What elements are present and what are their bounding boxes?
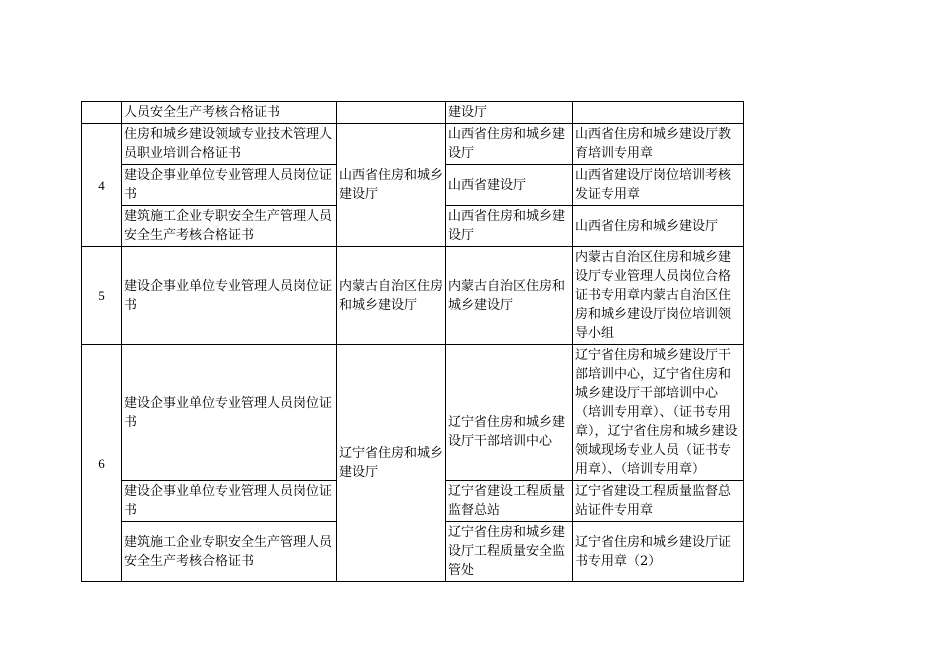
row-number-cell: 6 [82, 345, 122, 582]
issuing-department-cell: 辽宁省住房和城乡建设厅干部培训中心 [446, 345, 573, 481]
certificate-name-cell: 建设企事业单位专业管理人员岗位证书 [122, 165, 337, 206]
issuing-authority-cell: 内蒙古自治区住房和城乡建设厅 [337, 247, 446, 345]
certificate-name-cell: 住房和城乡建设领域专业技术管理人员职业培训合格证书 [122, 124, 337, 165]
seal-name-cell: 辽宁省建设工程质量监督总站证件专用章 [573, 481, 744, 522]
seal-name-cell: 内蒙古自治区住房和城乡建设厅专业管理人员岗位合格证书专用章内蒙古自治区住房和城乡建设厅岗位培训领导小组 [573, 247, 744, 345]
seal-name-cell: 辽宁省住房和城乡建设厅证书专用章（2） [573, 522, 744, 582]
row-number-cell: 4 [82, 124, 122, 247]
issuing-department-cell: 山西省建设厅 [446, 165, 573, 206]
seal-name-cell: 山西省住房和城乡建设厅教育培训专用章 [573, 124, 744, 165]
certificate-name-cell: 建设企事业单位专业管理人员岗位证书 [122, 247, 337, 345]
row-number-cell [82, 102, 122, 124]
certificate-name-cell: 建设企事业单位专业管理人员岗位证书 [122, 481, 337, 522]
table-row [82, 345, 744, 481]
issuing-authority-cell [337, 102, 446, 124]
issuing-department-cell: 内蒙古自治区住房和城乡建设厅 [446, 247, 573, 345]
issuing-department-cell: 建设厅 [446, 102, 573, 124]
issuing-authority-cell: 辽宁省住房和城乡建设厅 [337, 345, 446, 582]
seal-name-cell: 辽宁省住房和城乡建设厅干部培训中心，辽宁省住房和城乡建设厅干部培训中心（培训专用章）、（证书专用章），辽宁省住房和城乡建设领域现场专业人员（证书专用章）、（培训专用章） [573, 345, 744, 481]
certificate-table [81, 101, 744, 582]
row-number-cell: 5 [82, 247, 122, 345]
issuing-department-cell: 山西省住房和城乡建设厅 [446, 124, 573, 165]
seal-name-cell [573, 102, 744, 124]
table-row [82, 102, 744, 124]
certificate-name-cell: 建筑施工企业专职安全生产管理人员安全生产考核合格证书 [122, 522, 337, 582]
table-row [82, 247, 744, 345]
seal-name-cell: 山西省建设厅岗位培训考核发证专用章 [573, 165, 744, 206]
issuing-department-cell: 辽宁省建设工程质量监督总站 [446, 481, 573, 522]
seal-name-cell: 山西省住房和城乡建设厅 [573, 206, 744, 247]
issuing-department-cell: 辽宁省住房和城乡建设厅工程质量安全监管处 [446, 522, 573, 582]
issuing-department-cell: 山西省住房和城乡建设厅 [446, 206, 573, 247]
issuing-authority-cell: 山西省住房和城乡建设厅 [337, 124, 446, 247]
certificate-name-cell: 人员安全生产考核合格证书 [122, 102, 337, 124]
certificate-name-cell: 建筑施工企业专职安全生产管理人员安全生产考核合格证书 [122, 206, 337, 247]
table-row [82, 124, 744, 165]
certificate-name-cell: 建设企事业单位专业管理人员岗位证书 [122, 345, 337, 481]
